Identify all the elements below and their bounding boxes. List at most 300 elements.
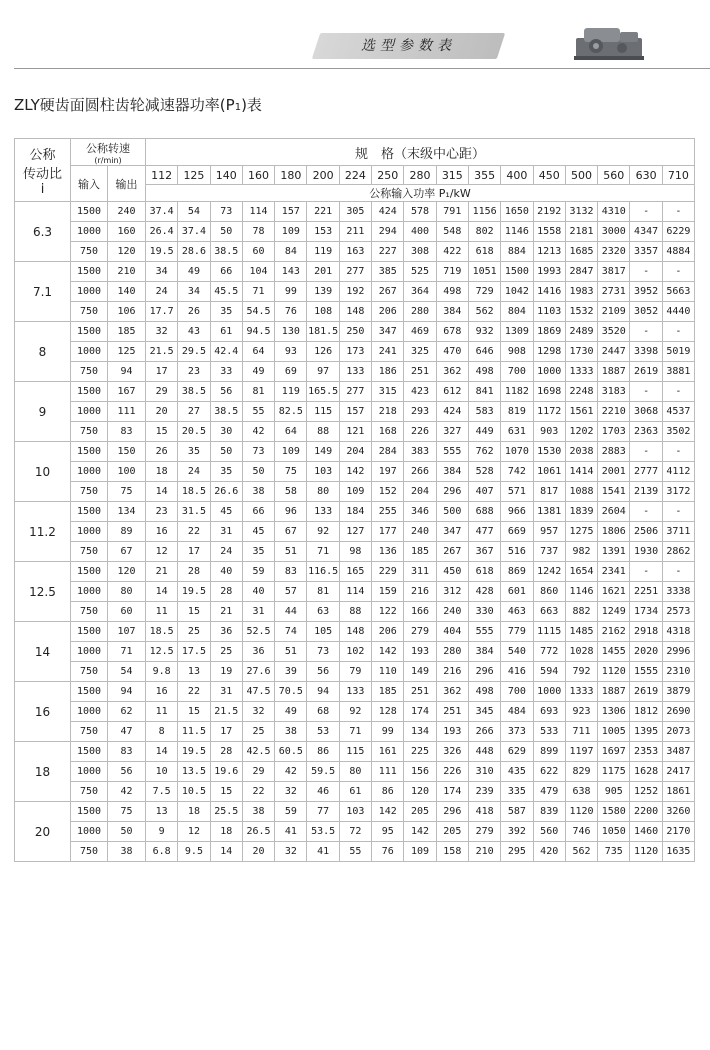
power-value-cell: 362 [436,362,468,382]
power-value-cell: 646 [468,342,500,362]
power-value-cell: 2573 [662,602,694,622]
power-value-cell: 45 [210,502,242,522]
power-value-cell: 364 [404,282,436,302]
input-speed-cell: 1500 [71,382,108,402]
power-value-cell: 25.5 [210,802,242,822]
table-row [15,562,695,582]
power-value-cell: 21 [210,602,242,622]
power-value-cell: 133 [307,502,339,522]
power-value-cell: 1861 [662,782,694,802]
power-value-cell: 31 [210,682,242,702]
power-value-cell: 38 [275,722,307,742]
power-value-cell: 34 [146,262,178,282]
power-value-cell: 20 [146,402,178,422]
power-value-cell: 59.5 [307,762,339,782]
power-value-cell: 17 [146,362,178,382]
input-speed-cell: 1000 [71,282,108,302]
power-value-cell: 2489 [565,322,597,342]
power-value-cell: 1930 [630,542,662,562]
power-value-cell: 3881 [662,362,694,382]
power-value-cell: 2506 [630,522,662,542]
power-value-cell: 36 [242,642,274,662]
power-value-cell: 533 [533,722,565,742]
table-row [15,682,695,702]
power-value-cell: 416 [501,662,533,682]
power-value-cell: 305 [339,202,371,222]
power-value-cell: 38 [242,802,274,822]
power-value-cell: 498 [468,682,500,702]
power-value-cell: 385 [372,262,404,282]
power-value-cell: 1635 [662,842,694,862]
power-value-cell: 742 [501,462,533,482]
power-value-cell: 84 [275,242,307,262]
output-speed-cell: 94 [108,682,146,702]
power-value-cell: 1197 [565,742,597,762]
power-value-cell: 168 [372,422,404,442]
power-value-cell: 1333 [565,362,597,382]
power-value-cell: 157 [339,402,371,422]
power-value-cell: 700 [501,682,533,702]
power-value-cell: 2883 [598,442,630,462]
power-value-cell: 10.5 [178,782,210,802]
power-value-cell: 2918 [630,622,662,642]
power-value-cell: 201 [307,262,339,282]
power-value-cell: 663 [533,602,565,622]
power-value-cell: 17 [178,542,210,562]
power-value-cell: 49 [275,702,307,722]
table-row [15,702,695,722]
size-col-header: 710 [662,166,694,185]
power-value-cell: 41 [275,822,307,842]
power-value-cell: 2996 [662,642,694,662]
power-value-cell: 280 [404,302,436,322]
power-value-cell: 15 [178,702,210,722]
power-value-cell: 161 [372,742,404,762]
power-value-cell: 56 [307,662,339,682]
size-col-header: 280 [404,166,436,185]
size-col-header: 125 [178,166,210,185]
power-value-cell: 115 [339,742,371,762]
power-value-cell: 109 [339,482,371,502]
power-value-cell: 1182 [501,382,533,402]
page-title [14,94,262,115]
power-value-cell: 19.6 [210,762,242,782]
input-speed-cell: 1000 [71,762,108,782]
power-value-cell: 618 [468,562,500,582]
ratio-cell: 6.3 [15,202,71,262]
output-speed-cell: 160 [108,222,146,242]
power-value-cell: 2181 [565,222,597,242]
power-value-cell: 116.5 [307,562,339,582]
power-value-cell: 2020 [630,642,662,662]
input-speed-cell: 1000 [71,702,108,722]
power-value-cell: 165.5 [307,382,339,402]
input-speed-header: 输入 [71,166,108,202]
power-value-cell: 267 [372,282,404,302]
power-value-cell: 1309 [501,322,533,342]
power-value-cell: 903 [533,422,565,442]
power-value-cell: 860 [533,582,565,602]
table-row [15,542,695,562]
power-value-cell: 74 [275,622,307,642]
power-value-cell: 477 [468,522,500,542]
power-value-cell: 61 [210,322,242,342]
page-title-subscript: 1 [234,102,242,113]
input-speed-cell: 750 [71,362,108,382]
power-value-cell: 899 [533,742,565,762]
power-value-cell: 5019 [662,342,694,362]
size-col-header: 560 [598,166,630,185]
power-value-cell: 240 [436,602,468,622]
power-value-cell: - [662,262,694,282]
power-value-cell: 16 [146,522,178,542]
power-value-cell: 50 [210,442,242,462]
power-value-cell: - [630,322,662,342]
power-value-cell: 44 [275,602,307,622]
power-value-cell: 594 [533,662,565,682]
power-value-cell: 345 [468,702,500,722]
power-value-cell: 1242 [533,562,565,582]
power-value-cell: 23 [178,362,210,382]
power-value-cell: 678 [436,322,468,342]
power-value-cell: 1088 [565,482,597,502]
power-value-cell: 2162 [598,622,630,642]
power-value-cell: 2353 [630,742,662,762]
power-value-cell: 59 [275,802,307,822]
power-value-cell: 24 [146,282,178,302]
power-value-cell: 1650 [501,202,533,222]
power-value-cell: 622 [533,762,565,782]
power-value-cell: 204 [404,482,436,502]
power-value-cell: 1460 [630,822,662,842]
power-value-cell: 17 [210,722,242,742]
power-value-cell: 4440 [662,302,694,322]
size-col-header: 400 [501,166,533,185]
power-value-cell: 957 [533,522,565,542]
power-value-cell: 26.4 [146,222,178,242]
power-value-cell: 484 [501,702,533,722]
power-value-cell: 114 [242,202,274,222]
power-value-cell: 555 [468,622,500,642]
power-value-cell: 3172 [662,482,694,502]
power-value-cell: 184 [339,502,371,522]
power-value-cell: 498 [436,282,468,302]
power-value-cell: 330 [468,602,500,622]
table-row [15,742,695,762]
input-speed-cell: 1000 [71,642,108,662]
power-value-cell: 142 [339,462,371,482]
power-value-cell: 791 [436,202,468,222]
power-value-cell: 688 [468,502,500,522]
power-value-cell: 165 [339,562,371,582]
power-value-cell: 29 [146,382,178,402]
power-value-cell: 3132 [565,202,597,222]
power-value-cell: 966 [501,502,533,522]
power-value-cell: - [630,202,662,222]
power-value-cell: 15 [178,602,210,622]
power-value-cell: 932 [468,322,500,342]
power-value-cell: - [662,382,694,402]
power-value-cell: 21.5 [146,342,178,362]
power-value-cell: 423 [404,382,436,402]
input-speed-cell: 1500 [71,262,108,282]
power-value-cell: - [630,502,662,522]
power-value-cell: 15 [210,782,242,802]
power-value-cell: 34 [178,282,210,302]
power-value-cell: 2417 [662,762,694,782]
power-value-cell: 50 [210,222,242,242]
table-row [15,382,695,402]
output-speed-cell: 150 [108,442,146,462]
power-value-cell: 115 [307,402,339,422]
power-value-cell: 1887 [598,682,630,702]
power-value-cell: 1555 [630,662,662,682]
power-value-cell: 14 [146,582,178,602]
page-title-end: )表 [241,96,262,114]
power-value-cell: 719 [436,262,468,282]
power-value-cell: 18.5 [178,482,210,502]
power-value-cell: 31.5 [178,502,210,522]
power-value-cell: 1120 [630,842,662,862]
power-value-cell: 779 [501,622,533,642]
power-value-cell: 67 [275,522,307,542]
output-speed-cell: 54 [108,662,146,682]
power-value-cell: 2777 [630,462,662,482]
power-value-cell: 469 [404,322,436,342]
power-value-cell: 38.5 [178,382,210,402]
input-speed-cell: 1500 [71,322,108,342]
ratio-header-line2: 传动比 [22,166,62,182]
size-header: 规 格（末级中心距） [146,139,695,166]
power-value-cell: 418 [468,802,500,822]
input-speed-cell: 750 [71,482,108,502]
power-value-cell: 60.5 [275,742,307,762]
power-value-cell: 174 [404,702,436,722]
power-value-cell: 166 [404,602,436,622]
power-value-cell: 78 [242,222,274,242]
power-value-cell: 4537 [662,402,694,422]
power-value-cell: 601 [501,582,533,602]
power-value-cell: - [630,262,662,282]
output-speed-cell: 106 [108,302,146,322]
power-value-cell: 882 [565,602,597,622]
power-value-cell: 35 [178,442,210,462]
power-value-cell: 2619 [630,682,662,702]
power-value-cell: 38.5 [210,242,242,262]
power-value-cell: 20.5 [178,422,210,442]
power-value-cell: 61 [339,782,371,802]
power-value-cell: 347 [436,522,468,542]
power-value-cell: 6.8 [146,842,178,862]
size-col-header: 160 [242,166,274,185]
power-value-cell: 35 [210,302,242,322]
table-row [15,582,695,602]
input-speed-cell: 1500 [71,442,108,462]
power-value-cell: 1698 [533,382,565,402]
power-value-cell: 279 [468,822,500,842]
power-value-cell: 205 [436,822,468,842]
power-value-cell: 908 [501,342,533,362]
power-value-cell: 2310 [662,662,694,682]
power-value-cell: 804 [501,302,533,322]
power-value-cell: 2139 [630,482,662,502]
table-row [15,642,695,662]
power-value-cell: 240 [404,522,436,542]
power-value-cell: 9.5 [178,842,210,862]
power-value-cell: 384 [468,642,500,662]
ratio-header-line1: 公称 [29,147,56,163]
power-value-cell: 14 [146,482,178,502]
power-value-cell: 1993 [533,262,565,282]
power-value-cell: 14 [210,842,242,862]
power-value-cell: 3817 [598,262,630,282]
power-value-cell: 424 [436,402,468,422]
power-value-cell: 22 [178,682,210,702]
power-value-cell: 94.5 [242,322,274,342]
power-value-cell: 729 [468,282,500,302]
power-value-cell: 583 [468,402,500,422]
power-value-cell: 225 [404,742,436,762]
power-value-cell: 149 [307,442,339,462]
power-value-cell: 19.5 [178,582,210,602]
power-value-cell: 149 [404,662,436,682]
power-value-cell: 142 [372,642,404,662]
power-value-cell: 42.5 [242,742,274,762]
size-col-header: 315 [436,166,468,185]
power-value-cell: 186 [372,362,404,382]
power-value-cell: 11.5 [178,722,210,742]
output-speed-header: 输出 [108,166,146,202]
ratio-cell: 10 [15,442,71,502]
power-value-cell: 66 [242,502,274,522]
power-value-cell: 700 [501,362,533,382]
power-value-cell: 1252 [630,782,662,802]
power-value-cell: 3398 [630,342,662,362]
power-value-cell: 197 [372,462,404,482]
power-value-cell: 38 [242,482,274,502]
power-value-cell: 3487 [662,742,694,762]
power-value-cell: 119 [275,382,307,402]
power-value-cell: 229 [372,562,404,582]
power-value-cell: 1050 [598,822,630,842]
power-value-cell: 93 [275,342,307,362]
power-value-cell: 60 [242,242,274,262]
power-value-cell: 43 [178,322,210,342]
power-value-cell: 27.6 [242,662,274,682]
power-value-cell: 54 [178,202,210,222]
power-value-cell: 79 [339,662,371,682]
power-value-cell: 792 [565,662,597,682]
power-value-cell: 1561 [565,402,597,422]
power-value-cell: 2251 [630,582,662,602]
power-value-cell: 540 [501,642,533,662]
power-value-cell: 73 [307,642,339,662]
table-row [15,282,695,302]
power-value-cell: 103 [339,802,371,822]
power-value-cell: 13 [178,662,210,682]
power-value-cell: 2248 [565,382,597,402]
output-speed-cell: 83 [108,422,146,442]
power-value-cell: 211 [339,222,371,242]
power-value-cell: 578 [404,202,436,222]
power-value-cell: 24 [178,462,210,482]
output-speed-cell: 185 [108,322,146,342]
power-value-cell: 98 [339,542,371,562]
power-value-cell: 346 [404,502,436,522]
power-value-cell: 884 [501,242,533,262]
power-value-cell: 251 [436,702,468,722]
power-value-cell: 12 [146,542,178,562]
power-value-cell: 3260 [662,802,694,822]
power-value-cell: 193 [404,642,436,662]
power-value-cell: 28 [210,582,242,602]
power-value-cell: 2001 [598,462,630,482]
power-value-cell: 448 [468,742,500,762]
power-value-cell: 295 [501,842,533,862]
power-value-cell: 384 [436,302,468,322]
output-speed-cell: 167 [108,382,146,402]
power-value-cell: 1730 [565,342,597,362]
power-value-cell: 142 [404,822,436,842]
table-row [15,662,695,682]
power-value-cell: 42 [275,762,307,782]
power-value-cell: 2604 [598,502,630,522]
power-value-cell: 63 [307,602,339,622]
power-value-cell: 241 [372,342,404,362]
power-value-cell: 127 [339,522,371,542]
power-value-cell: 130 [275,322,307,342]
input-speed-cell: 1500 [71,742,108,762]
power-value-cell: 216 [404,582,436,602]
power-value-cell: 20 [242,842,274,862]
power-value-cell: 53.5 [307,822,339,842]
power-value-cell: 12 [178,822,210,842]
power-value-cell: 1541 [598,482,630,502]
power-value-cell: 122 [372,602,404,622]
power-value-cell: 36 [210,622,242,642]
input-speed-cell: 1500 [71,682,108,702]
power-value-cell: 23 [146,502,178,522]
output-speed-cell: 80 [108,582,146,602]
power-value-cell: 17.7 [146,302,178,322]
power-value-cell: 32 [242,702,274,722]
power-value-cell: 42.4 [210,342,242,362]
power-value-cell: 525 [404,262,436,282]
power-value-cell: 181.5 [307,322,339,342]
power-value-cell: 1532 [565,302,597,322]
input-speed-cell: 750 [71,542,108,562]
power-value-cell: 1703 [598,422,630,442]
power-value-cell: 1869 [533,322,565,342]
power-value-cell: 216 [436,662,468,682]
power-value-cell: 1042 [501,282,533,302]
power-value-cell: 2847 [565,262,597,282]
power-value-cell: 266 [404,462,436,482]
power-value-cell: 86 [307,742,339,762]
table-row [15,842,695,862]
power-value-cell: 325 [404,342,436,362]
power-value-cell: 982 [565,542,597,562]
power-value-cell: 1275 [565,522,597,542]
power-value-cell: 1005 [598,722,630,742]
power-value-cell: 407 [468,482,500,502]
table-row [15,602,695,622]
power-value-cell: 22 [178,522,210,542]
power-value-cell: 571 [501,482,533,502]
power-value-cell: 293 [404,402,436,422]
output-speed-cell: 210 [108,262,146,282]
power-value-cell: 470 [436,342,468,362]
